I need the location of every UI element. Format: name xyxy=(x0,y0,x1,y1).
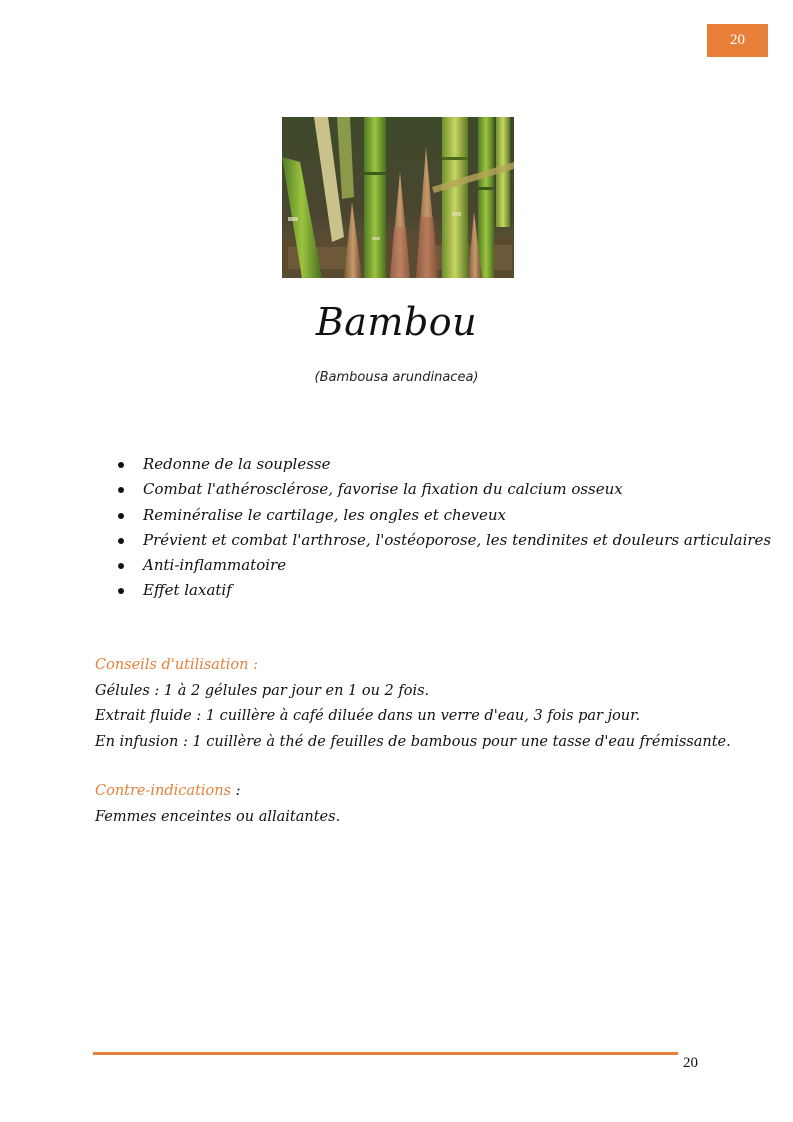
list-item: Reminéralise le cartilage, les ongles et cheveux xyxy=(115,503,771,528)
bamboo-photo xyxy=(282,117,514,278)
bullet-icon xyxy=(118,513,124,519)
list-item: Anti-inflammatoire xyxy=(115,553,771,578)
list-item: Combat l'athérosclérose, favorise la fixation du calcium osseux xyxy=(115,477,771,502)
bamboo-photo-illustration xyxy=(282,117,514,278)
bullet-icon xyxy=(118,487,124,493)
usage-line-extract: Extrait fluide : 1 cuillère à café diluée dans un verre d'eau, 3 fois par jour. xyxy=(95,708,641,724)
contraindications-heading: Contre-indications : xyxy=(95,783,241,799)
bullet-icon xyxy=(118,563,124,569)
page-number-badge: 20 xyxy=(707,24,768,57)
list-item: Prévient et combat l'arthrose, l'ostéoporose, les tendinites et douleurs articulaires xyxy=(115,528,771,553)
usage-line-capsules: Gélules : 1 à 2 gélules par jour en 1 ou 2 fois. xyxy=(95,682,430,699)
benefits-list xyxy=(115,452,771,604)
bullet-icon xyxy=(118,538,124,544)
list-item: Redonne de la souplesse xyxy=(115,452,771,477)
usage-section xyxy=(95,653,731,755)
contraindications-section xyxy=(95,779,340,830)
plant-latin-name: (Bambousa arundinacea) xyxy=(314,370,479,385)
footer-divider xyxy=(93,1052,678,1055)
usage-heading: Conseils d'utilisation : xyxy=(95,657,258,673)
bullet-icon xyxy=(118,588,124,594)
plant-name-heading: Bambou xyxy=(315,300,478,344)
usage-line-infusion: En infusion : 1 cuillère à thé de feuilles de bambous pour une tasse d'eau frémissante. xyxy=(95,733,731,750)
bullet-icon xyxy=(118,462,124,468)
list-item: Effet laxatif xyxy=(115,578,771,603)
contraindications-text: Femmes enceintes ou allaitantes. xyxy=(95,808,341,825)
footer-page-number: 20 xyxy=(683,1055,698,1071)
